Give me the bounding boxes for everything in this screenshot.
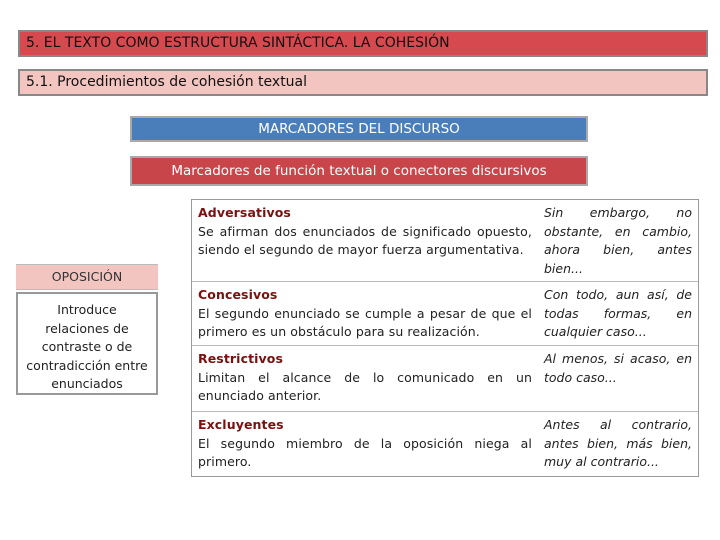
examples-cell: Al menos, si acaso, en todo caso... — [544, 351, 692, 385]
table-row-concesivos — [192, 282, 698, 346]
table-row-restrictivos — [192, 346, 698, 412]
type-definition: Limitan el alcance de lo comunicado en un enunciado anterior. — [198, 369, 532, 403]
examples-cell: Sin embargo, no obstante, en cambio, ahora bien, antes bien... — [544, 205, 692, 276]
oposicion-description-text: Introduce relaciones de contraste o de contradicción entre enunciados — [26, 302, 148, 391]
type-name: Excluyentes — [198, 417, 284, 432]
examples-cell: Antes al contrario, antes bien, más bien, muy al contrario... — [544, 417, 692, 469]
type-definition: El segundo enunciado se cumple a pesar de que el primero es un obstáculo para su realización. — [198, 305, 532, 339]
definition-cell — [198, 416, 532, 472]
table-row-excluyentes — [192, 412, 698, 476]
type-name: Adversativos — [198, 205, 291, 220]
examples-cell: Con todo, aun así, de todas formas, en cualquier caso... — [544, 287, 692, 339]
connectors-table — [191, 199, 699, 477]
type-name: Concesivos — [198, 287, 278, 302]
definition-cell — [198, 204, 532, 260]
section-subtitle: 5.1. Procedimientos de cohesión textual — [18, 69, 708, 96]
type-definition: Se afirman dos enunciados de significado opuesto, siendo el segundo de mayor fuerza argumentativa. — [198, 223, 532, 257]
conectores-banner: Marcadores de función textual o conectores discursivos — [130, 156, 588, 186]
oposicion-description — [16, 292, 158, 395]
oposicion-label: OPOSICIÓN — [16, 264, 158, 290]
type-definition: El segundo miembro de la oposición niega al primero. — [198, 435, 532, 469]
definition-cell — [198, 286, 532, 342]
marcadores-banner: MARCADORES DEL DISCURSO — [130, 116, 588, 142]
type-name: Restrictivos — [198, 351, 284, 366]
definition-cell — [198, 350, 532, 406]
section-title: 5. EL TEXTO COMO ESTRUCTURA SINTÁCTICA. LA COHESIÓN — [18, 30, 708, 57]
table-row-adversativos — [192, 200, 698, 282]
